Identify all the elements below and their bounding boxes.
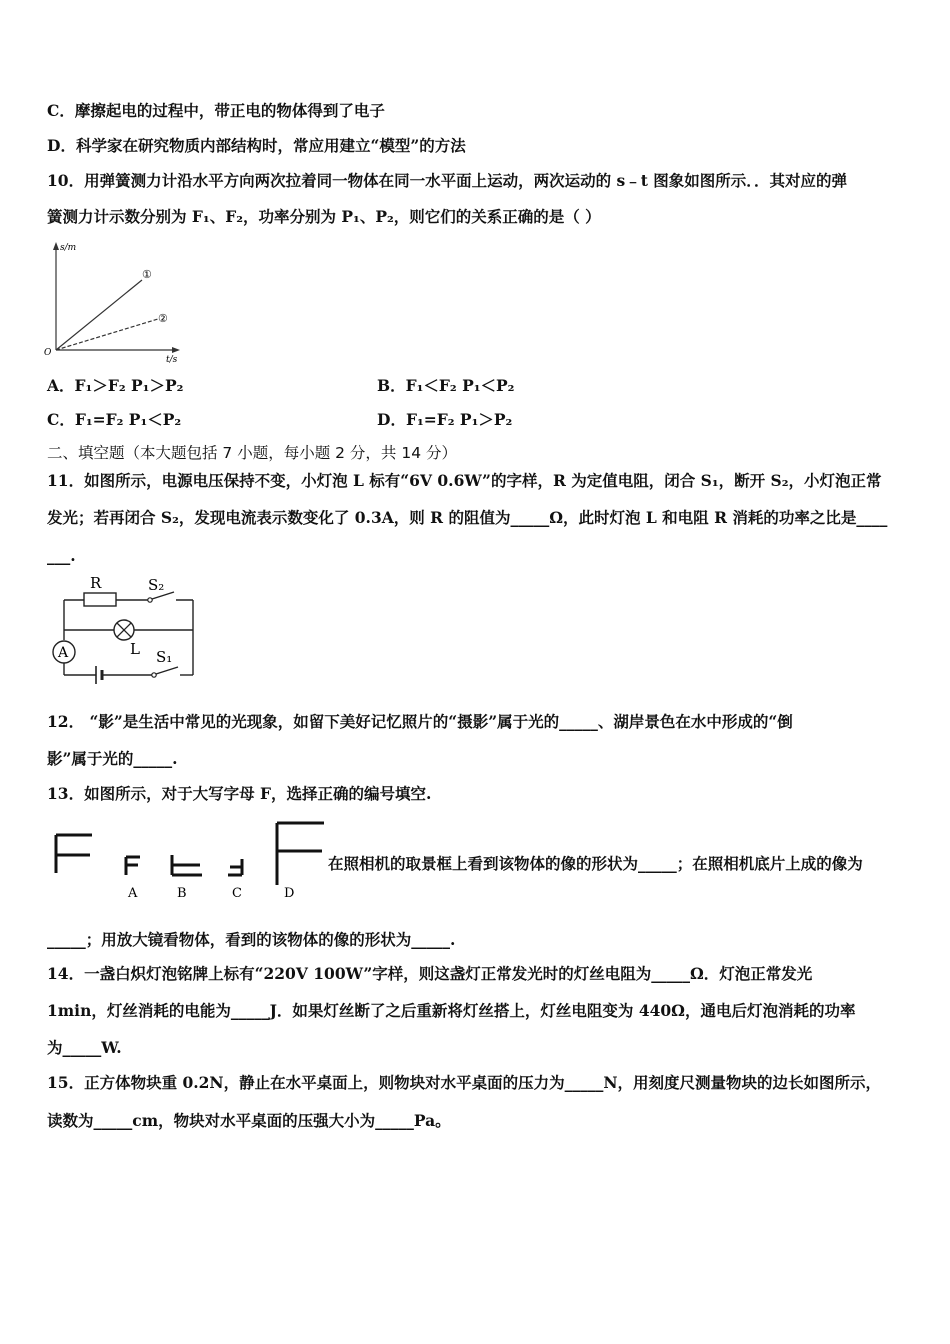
option-b-label: B — [177, 886, 187, 901]
s-t-graph — [44, 238, 184, 366]
switch-s1-pivot — [152, 673, 156, 677]
q14-text-line1: 14．一盏白炽灯泡铭牌上标有“220V 100W”字样，则这盏灯正常发光时的灯丝电阻为_____Ω．灯泡正常发光 — [47, 964, 813, 983]
original-letter-f — [56, 835, 92, 873]
q10-option-c: C．F₁=F₂ P₁＜P₂ — [47, 410, 182, 429]
label-a: A — [58, 645, 69, 661]
q9-option-d: D．科学家在研究物质内部结构时，常应用建立“模型”的方法 — [47, 136, 466, 155]
y-axis-arrow — [53, 242, 59, 250]
q15-text-line1: 15．正方体物块重 0.2N，静止在水平桌面上，则物块对水平桌面的压力为_____N，用刻度尺测量物块的边长如图所示， — [47, 1073, 882, 1092]
origin-label: O — [44, 348, 52, 358]
q10-option-a: A．F₁＞F₂ P₁＞P₂ — [47, 376, 184, 395]
q10-text-line2: 簧测力计示数分别为 F₁、F₂，功率分别为 P₁、P₂，则它们的关系正确的是（ ） — [47, 207, 601, 226]
q11-text-line3: ___. — [47, 546, 76, 565]
switch-s2-pivot — [148, 598, 152, 602]
line-2-label: ② — [158, 312, 168, 325]
x-axis-label: t/s — [166, 355, 178, 365]
q9-option-c: C．摩擦起电的过程中，带正电的物体得到了电子 — [47, 101, 385, 120]
switch-s1 — [156, 667, 178, 674]
q13-text-inline: 在照相机的取景框上看到该物体的像的形状为_____；在照相机底片上成的像为 — [328, 854, 863, 873]
q11-text-line1: 11．如图所示，电源电压保持不变，小灯泡 L 标有“6V 0.6W”的字样，R 为定值电阻，闭合 S₁，断开 S₂，小灯泡正常 — [47, 471, 882, 490]
option-d-label: D — [284, 886, 295, 901]
q11-text-line2: 发光；若再闭合 S₂，发现电流表示数变化了 0.3A，则 R 的阻值为_____Ω，此时灯泡 L 和电阻 R 消耗的功率之比是____ — [47, 508, 888, 527]
q13-letter-figure — [44, 815, 328, 903]
q14-text-line3: 为_____W. — [47, 1038, 122, 1057]
q13-text-line3: _____；用放大镜看物体，看到的该物体的像的形状为_____. — [47, 930, 456, 949]
x-axis-arrow — [172, 347, 180, 353]
q13-text-line1: 13．如图所示，对于大写字母 F，选择正确的编号填空. — [47, 784, 432, 803]
option-b-image — [172, 855, 202, 875]
option-a-image — [126, 857, 140, 875]
q11-circuit — [44, 572, 200, 690]
line-1 — [56, 280, 142, 350]
line-1-label: ① — [142, 268, 152, 281]
q15-text-line2: 读数为_____cm，物块对水平桌面的压强大小为_____Pa。 — [47, 1111, 451, 1130]
option-a-label: A — [128, 886, 138, 901]
q10-option-b: B．F₁＜F₂ P₁＜P₂ — [377, 376, 515, 395]
resistor-r — [84, 593, 116, 606]
label-s2: S₂ — [148, 576, 165, 594]
q12-text-line2: 影”属于光的_____. — [47, 749, 178, 768]
option-c-label: C — [232, 886, 242, 901]
label-s1: S₁ — [156, 648, 173, 666]
y-axis-label: s/m — [60, 243, 77, 253]
option-c-image — [228, 859, 242, 875]
line-2 — [56, 319, 158, 350]
label-r: R — [90, 574, 102, 592]
q10-option-d: D．F₁=F₂ P₁＞P₂ — [377, 410, 513, 429]
q14-text-line2: 1min，灯丝消耗的电能为_____J．如果灯丝断了之后重新将灯丝搭上，灯丝电阻变为 440Ω，通电后灯泡消耗的功率 — [47, 1001, 856, 1020]
q12-text-line1: 12． “影”是生活中常见的光现象，如留下美好记忆照片的“摄影”属于光的_____、湖岸景色在水中形成的“倒 — [47, 712, 793, 731]
option-d-image — [277, 823, 324, 885]
q10-text-line1: 10．用弹簧测力计沿水平方向两次拉着同一物体在同一水平面上运动，两次运动的 s﹣t 图象如图所示．．其对应的弹 — [47, 171, 848, 190]
label-l: L — [130, 640, 140, 658]
section-2-heading: 二、填空题（本大题包括 7 小题，每小题 2 分，共 14 分） — [47, 444, 458, 462]
